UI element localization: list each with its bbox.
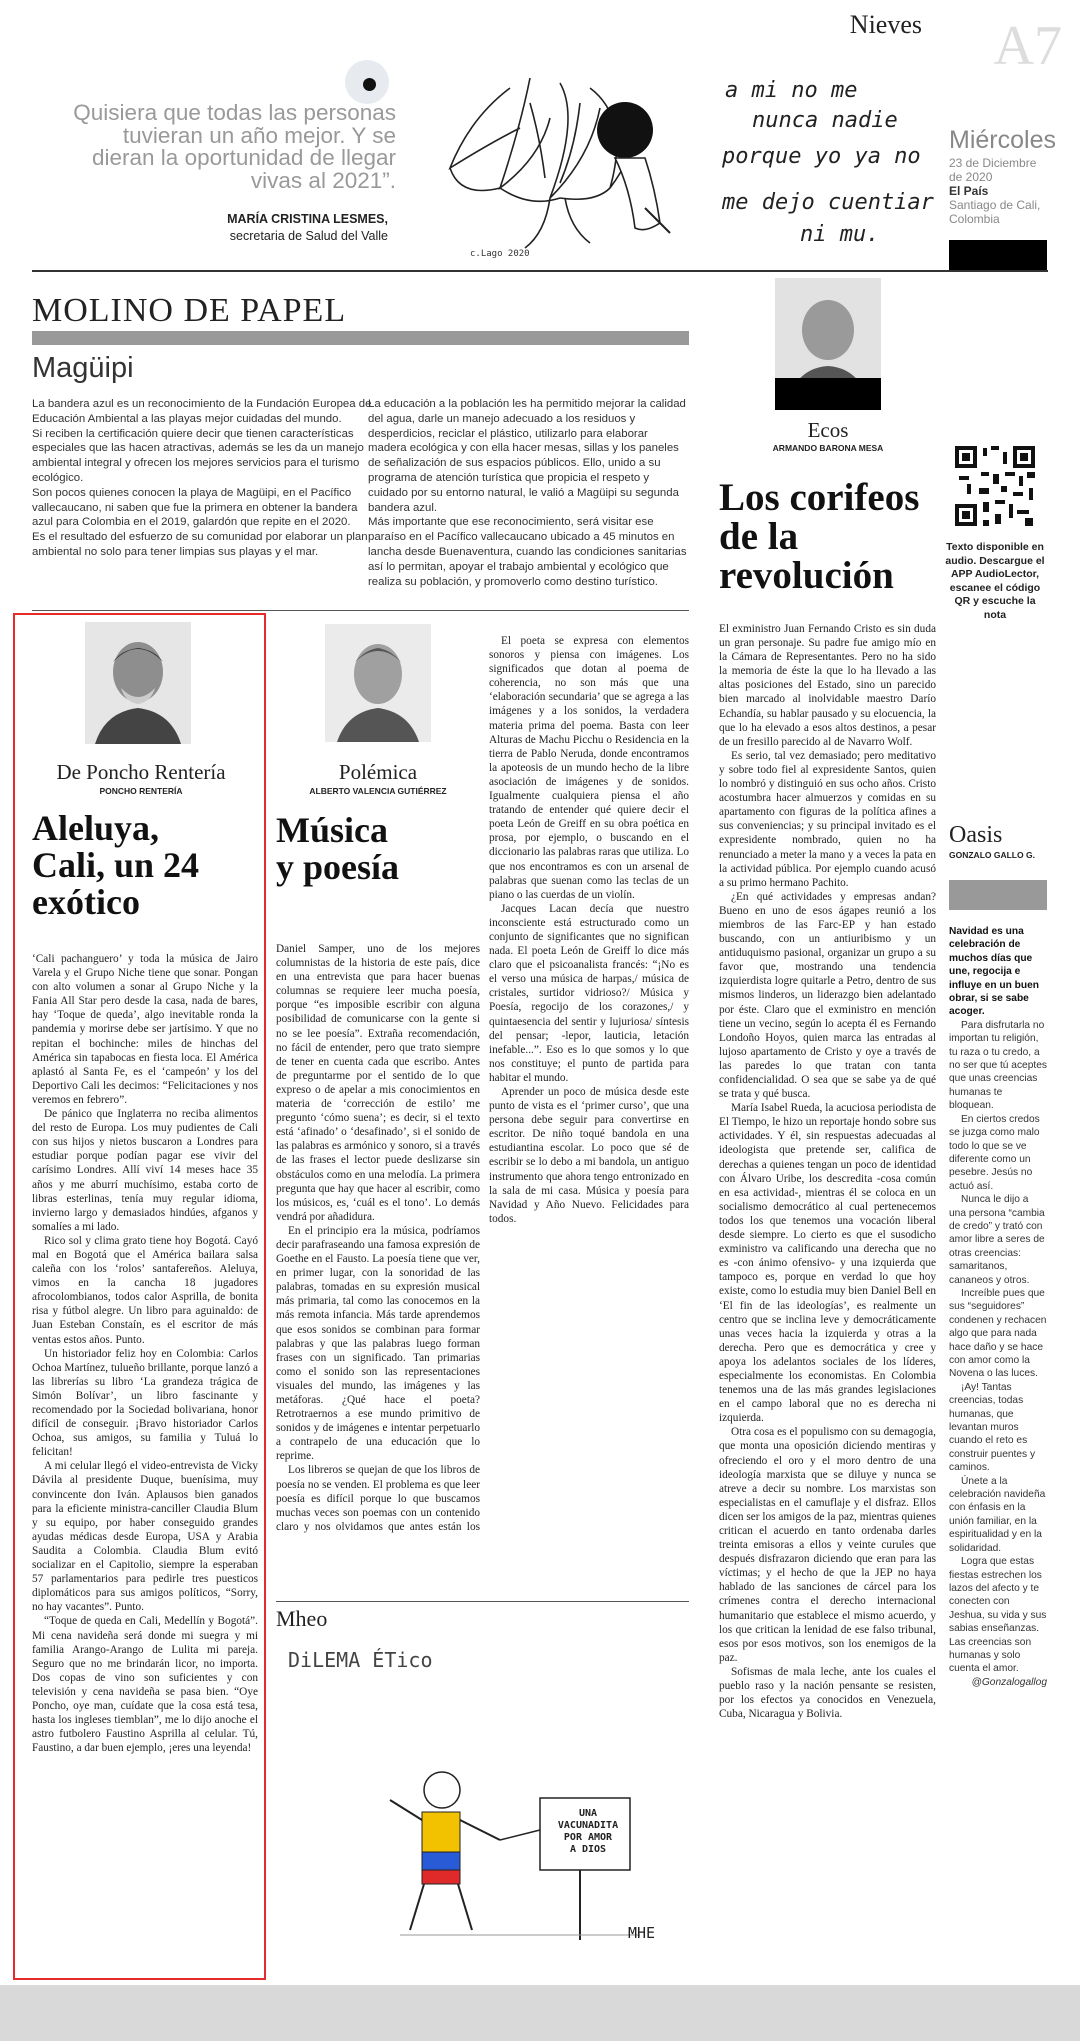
paragraph: Increíble pues que sus “seguidores” condenen y rechacen algo que para nada hace daño y se hace con amor como la Novena o las luces. [949, 1287, 1047, 1380]
cartoon-caption: nunca nadie [752, 108, 898, 133]
paragraph: La bandera azul es un reconocimiento de la Fundación Europea de Educación Ambiental a las playas mejor cuidadas del mundo. [32, 398, 372, 425]
paragraph: A mi celular llegó el video-entrevista de Vicky Dávila al presidente Duque, buenísima, muy convincente don Iván. Aplausos bien ganados para la eficiente ministra-canciller Claudia Blum y su equipo, por haber conseguido grandes ayudas médicas desde Europa, USA y Arabia Saudita a Colombia. Claudia Blum evitó socializar en el Capitolio, siempre la esperaban 57 parlamentarios para pedirle tres puesticos diplomáticos para sus amigos políticos, “Sorry, no hay vacantes”. Punto. [32, 1460, 258, 1614]
paragraph: Logra que estas fiestas estrechen los lazos del afecto y te conecten con Jeshua, su vida y sus sabias enseñanzas. Las creencias son humanas y solo cuenta el amor. [949, 1556, 1047, 1675]
paragraph: Más importante que ese reconocimiento, será visitar ese paraíso en el Pacífico vallecaucano ubicado a 45 minutos en lancha desde Buenaventura, cuando las condiciones sanitarias así lo permitan, apoyar el trabajo ambiental y ecológico que realiza su población, y promoverlo como destino turístico. [368, 516, 687, 588]
column-name: Polémica [338, 760, 418, 784]
paragraph: El poeta se expresa con elementos sonoros y piensa con imágenes. Los significados que dotan al poema de coherencia, no son más que una ‘elaboración secundaria’ que se agrega a las imágenes y a los sonidos, la verdadera materia prima del poema. Basta con leer Alturas de Machu Picchu o Residencia en la tierra de Pablo Neruda, donde encontramos la apoteosis de un mundo hecho de la libre asociación de imágenes y de sonidos. Igualmente cualquiera piensa el año tratando de entender qué quiere decir el poeta León de Greiff en su obra poética en prosa, por ejemplo, o buscando en el diccionario las palabras raras que utiliza. Lo que nos encontramos es con un arsenal de palabras que suenan como las teclas de un piano o las cuerdas de un violín. [489, 635, 689, 901]
date-line: de 2020 [949, 170, 993, 184]
headline-line: Cali, un 24 [32, 845, 200, 885]
page-number: A7 [993, 15, 1062, 77]
cartoon-caption: me dejo cuentiar [722, 190, 934, 215]
paragraph: Aprender un poco de música desde este punto de vista es el ‘primer curso’, que una persona debe seguir para convertirse en escritor. De niño toqué bandola en una estudiantina escolar. Lo poco que sé de escribir se lo debo a mi bandola, un antiguo instrumento que ahora tengo entronizado en la sala de mi casa. Música y poesía para Navidad y Año Nuevo. Felicidades para todos. [489, 1086, 689, 1225]
article-body [719, 622, 936, 1721]
headline [719, 478, 949, 595]
paragraph: Rico sol y clima grato tiene hoy Bogotá. Cayó mal en Bogotá que el América bailara salsa caleña con los ‘rolos’ santafereños. Aleluya, vimos en la cancha 18 jugadores afrocolombianos, todos calor Asprilla, de bonita risa y fútbol alegre. Un libro para aguinaldo: de Juan Esteban Constaín, es el escritor de más ventas estos años. Punto. [32, 1234, 258, 1346]
paragraph: El exministro Juan Fernando Cristo es sin duda un gran personaje. Su padre fue amigo mío en la Cámara de Representantes. Pero no ha sido la memoria de éste la que lo ha llevado a las altas posiciones del Estado, sino un parecido bien marcado al inolvidable maestro Darío Echandía, su hablar pausado y su elocuencia, la que lo ha elevado a esos altos destinos, a pesar de un fresillo parecido al de Navarro Wolf. [719, 623, 936, 748]
headline-line: Aleluya, [32, 808, 160, 848]
quote-line: dieran la oportunidad de llegar [92, 145, 396, 170]
sign-line: VACUNADITA [557, 1820, 619, 1831]
column-author: GONZALO GALLO G. [949, 850, 1035, 860]
paragraph: “Toque de queda en Cali, Medellín y Bogotá”. Mi cena navideña será donde mi suegra y mi familia Arango-Arango de Lulita mi pareja. Seguro que no me brindarán licor, no importa. Dos copas de vino son suficientes y con televisión y cena navideña se pasa bien. “Oye Poncho, oye man, cuídate que la cosa está tesa, hasta los ingleses tiemblan”, me lo dijo anoche el astro futbolero Faustino Asprilla al celular. Tú, Faustino, a dar buen ejemplo, ¡eres una leyenda! [32, 1615, 258, 1755]
quote-line: vivas al 2021”. [250, 167, 396, 193]
date-weekday: Miércoles [949, 126, 1056, 154]
paragraph: Es el resultado del esfuerzo de su comunidad por elaborar un plan ambiental no solo para tener limpias sus playas y el mar. [32, 531, 368, 558]
cartoon-signature: MHE [628, 1924, 656, 1942]
section-name: Nieves [849, 10, 922, 39]
city-line: Colombia [949, 212, 1000, 226]
page-footer [0, 1985, 1080, 2041]
paragraph: Daniel Samper, uno de los mejores columnistas de la historia de este país, dice en una entrevista que para hacer buenas columnas se requiere leer mucha poesía, porque “es imposible escribir con alguna posibilidad de comunicarse con la gente si no se lee poesía”. Extraña recomendación, no fácil de entender, pero que trato siempre de tener en cuenta cada que escribo. Antes de preguntarme por el sentido de lo que expreso o de apelar a mis conocimientos en materia de ‘corrección de estilo’ me pregunto ‘cómo suena’; es decir, si el texto está ‘afinado’ o ‘desafinado’, si el sonido de las palabras es armónico y sonoro, si a través de las frases el lector puede deslizarse sin obstáculos como en una melodía. La primera pregunta que hay que hacer al escribir, como los músicos, es, ‘cuál es el tono’. Lo demás vendrá por añadidura. [276, 943, 480, 1223]
paragraph: En ciertos credos se juzga como malo todo lo que se ve diferente como un pesebre. Jesús no actuó así. [949, 1113, 1040, 1192]
author-photo [325, 624, 431, 742]
cartoon-signature: c.Lago 2020 [470, 249, 530, 259]
cartoon-caption: a mi no me [725, 78, 858, 103]
cartoon-sign [548, 1808, 628, 1856]
molino-subtitle: Magüipi [32, 352, 134, 384]
headline-line: revolución [719, 554, 894, 597]
column-author: ALBERTO VALENCIA GUTIÉRREZ [309, 786, 447, 796]
oasis-lead: Navidad es una celebración de muchos días que une, regocija e influye en un buen obrar, si se sabe acoger. [949, 926, 1039, 1018]
paragraph: ¡Ay! Tantas creencias, todas humanas, que levantan muros cuando el reto es construir puentes y caminos. [949, 1381, 1036, 1474]
paragraph: ¿En qué actividades y empresas andan? Bueno en uno de esos ágapes reunió a los miembros de las Farc-EP y han estado buscando, con un antiuribismo y un antiduquismo pasional, organizar un grupo a su favor que, mostrando una tendencia izquierdista logre quitarle a Petro, dentro de sus mismos linderos, un liderazgo bien adelantado por éste. Claro que el exministro en mención tiene un vecino, según lo acepta él es Fernando Londoño Hoyos, quien marca las entradas al lujoso apartamento de Cristo y oye a través de las paredes lo que tratan con tanta confidencialidad. O sea que se sabe ya de qué se trata y qué busca. [719, 890, 936, 1101]
headline [276, 812, 488, 886]
cartoon-caption: porque yo ya no [722, 144, 921, 169]
article-body-part1 [276, 942, 480, 1533]
paragraph: Únete a la celebración navideña con énfasis en la unión familiar, en la espiritualidad y en la solidaridad. [949, 1475, 1046, 1554]
cartoon-label: DiLEMA ÉTico [288, 1648, 433, 1672]
date-line: 23 de Diciembre [949, 156, 1037, 170]
oasis-body [949, 925, 1047, 1689]
sign-line: POR AMOR [563, 1832, 613, 1843]
pull-quote [20, 102, 396, 192]
sign-line: UNA [578, 1808, 598, 1819]
paragraph: Un historiador feliz hoy en Colombia: Carlos Ochoa Martínez, tulueño brillante, porque lanzó a las librerías su libro ‘La grandeza trágica de Simón Bolívar’, un libro fascinante y recomendado por la Sociedad bolivariana, honor difícil de conseguir. ¡Bravo historiador Carlos Ochoa, sus amigos, su familia y Tuluá lo felicitan! [32, 1347, 258, 1459]
paper-name: El País [949, 184, 989, 198]
paragraph: Son pocos quienes conocen la playa de Magüipi, en el Pacífico vallecaucano, ni saben que fue la primera en obtener la bandera azul para Colombia en el 2019, galardón que repite en el 2020. [32, 486, 358, 529]
molino-title: MOLINO DE PAPEL [32, 292, 347, 329]
headline-line: exótico [32, 882, 140, 922]
column-name: Ecos [807, 418, 849, 442]
author-photo [85, 622, 191, 744]
headline-line: Los corifeos [719, 476, 920, 519]
paragraph: Otra cosa es el populismo con su demagogia, que monta una oposición diciendo mentiras y ofreciendo el oro y el moro dentro de una ideología marxista que se diluye y nunca se atreve a decir su nombre. Los marxistas son especialistas en el camuflaje y el disfraz. Ellos dicen ser los amigos de la paz, mientras quienes critican el acuerdo en tanto ordenaba darles treinta emisoras a ellos y veinte curules que después disfrazaron diciendo que eran para las víctimas; y el hecho de que la JEP no haya hablado de las sanciones de cárcel para los crímenes contra el derecho internacional humanitario que establece el mismo acuerdo, y los que critican la lenidad de ese falso tribunal, esos por esos motivos, son los enemigos de la paz. [719, 1426, 936, 1664]
qr-code-icon[interactable] [953, 444, 1037, 528]
molino-left-text [32, 397, 374, 560]
divider [276, 1601, 689, 1602]
column-author: PONCHO RENTERÍA [99, 786, 183, 796]
quote-mark [363, 78, 376, 91]
paragraph: Nunca le dijo a una persona “cambia de credo” y trató con amor libre a seres de otras creencias: samaritanos, cananeos y otros. [949, 1194, 1045, 1286]
paragraph: Los libreros se quejan de que los libros de poesía no se venden. El problema es que leer poesía es difícil porque lo que buscamos muchas veces son poemas con un contenido claro y nos olvidamos que antes están los [276, 1464, 480, 1533]
quote-line: tuvieran un año mejor. Y se [122, 122, 396, 148]
cartoon-title: Mheo [276, 1606, 328, 1631]
article-body [32, 952, 258, 1755]
headline-line: de la [719, 515, 799, 558]
photo-band [775, 378, 881, 410]
gray-rule [32, 331, 689, 345]
black-bar [949, 240, 1047, 270]
sign-line: A DIOS [569, 1844, 607, 1855]
headline [32, 810, 264, 921]
divider [32, 610, 689, 611]
paragraph: María Isabel Rueda, la acuciosa periodista de El Tiempo, le hizo un reportaje hondo sobre sus actividades. Y él, sin respuestas adecuadas al ideologista que pretende ser, califica de derechas a quienes tengan un poco de identidad con Álvaro Uribe, los descredita -cosa común en esa actividad-, mientras él se coloca en un socialismo democrático al cual pertenecemos todos los que tenemos una vocación liberal desde siempre. Lo cierto es que el susodicho exministro va calificando una derecha que no es -con ánimo ofensivo- y una izquierda que tampoco es, porque en verdad lo que hoy existe, como lo estudia muy bien Daniel Bell en ‘El fin de las ideologías’, es realmente un centro que se inclina leve y democráticamente unas veces hacia la izquierda y otras a la derecha. Pero que es democrática y cree y apoya los adelantos sociales de los líderes, especialmente los economistas. En Colombia tenemos una de las más grandes legislaciones en el campo laboral que no es derecha ni izquierda. [719, 1102, 936, 1425]
paragraph: Para disfrutarla no importan tu religión, tu raza o tu credo, a no ser que tú aceptes que unas creencias humanas te bloquean. [949, 1019, 1047, 1112]
paragraph: Sofismas de mala leche, ante los cuales el pueblo raso y la nación pensante se resisten, por los efectos ya conocidos en Venezuela, Cuba, Nicaragua y Bolivia. [719, 1665, 936, 1721]
paragraph: Jacques Lacan decía que nuestro inconsciente está estructurado como un conjunto de significantes que no significan nada. El poeta León de Greiff lo dice más claro que el psicoanalista francés: “¡No es el verso una música de harpas,/ música de cristales, surtidor vidrioso?/ Música y Poesía, regocijo de los corazones,/ y quintaesencia del sentir y lujuriosa/ síntesis del pensar; -lepor, lauticia, letación inefable...”. Eso es lo que somos y lo que nos constituye; el punto de partida para habitar el mundo. [489, 902, 689, 1084]
paragraph: Si reciben la certificación quiere decir que tienen características especiales que las hacen atractivas, además se les da un manejo ambiental integral y ofrecen los mejores servicios para el turismo ecológico. [32, 427, 364, 484]
headline-line: Música [276, 810, 388, 850]
author-handle: @Gonzalogallog [971, 1676, 1047, 1688]
molino-right-text [368, 397, 688, 589]
headline-line: y poesía [276, 847, 400, 887]
quote-line: Quisiera que todas las personas [73, 100, 396, 125]
gray-block [949, 880, 1047, 910]
paragraph: ‘Cali pachanguero’ y toda la música de Jairo Varela y el Grupo Niche tiene que sonar. Pongan con alto volumen a sonar al Grupo Niche y la Fania All Star pero desde la casa, nada de bares, hay ‘Toque de queda’, algo inevitable ronda la pandemia y morirse debe ser jartísimo. Y que no repitan el bochinche: miles de hinchas del América sin tapabocas en fiesta loca. El América aplastó al Santa Fe, es el ‘campeón’ y los del Deportivo Cali les decimos: “Felicitaciones y nos veremos en febrero”. [32, 953, 258, 1106]
article-body-part2 [489, 634, 689, 1226]
column-name: Oasis [949, 822, 1003, 848]
column-author: ARMANDO BARONA MESA [772, 443, 884, 453]
quote-role: secretaria de Salud del Valle [229, 229, 388, 243]
paragraph: La educación a la población les ha permitido mejorar la calidad del agua, darle un manejo adecuado a los residuos y desperdicios, reciclar el plástico, utilizarlo para elaborar madera ecológica y con ella hacer mesas, sillas y los paneles de señalización de sus espacios públicos. Ello, unido a su programa de atención turística que propicia el respeto y cuidado por su entorno natural, le valió a Magüipi su segunda bandera azul. [368, 398, 686, 514]
column-name: De Poncho Rentería [56, 760, 226, 784]
paragraph: En el principio era la música, podríamos decir parafraseando una famosa expresión de Goethe en el Fausto. La poesía tiene que ver, en primer lugar, con la sonoridad de las palabras, tomadas en su expresión musical más primaria, tal como las conocemos en la más remota infancia. Más tarde aprendemos que esos sonidos se combinan para formar palabras y que las palabras luego forman frases con un significado. Tan primarias como el sonido son las representaciones visuales del mundo, las imágenes y las metáforas. ¿Qué hace el poeta? Retrotraernos a ese mundo primitivo de sonidos y de imágenes e intentar perpetuarlo a contrapelo de una educación que lo reprime. [276, 1224, 480, 1463]
qr-instructions: Texto disponible en audio. Descargue el APP AudioLector, escanee el código QR y escuche la nota [945, 541, 1045, 621]
cartoon-caption: ni mu. [800, 222, 880, 247]
city-line: Santiago de Cali, [949, 198, 1041, 212]
paragraph: De pánico que Inglaterra no reciba alimentos del resto de Europa. Los muy pudientes de Cali con sus hijos y nietos buscaron a Londres para estudiar porque podían pagar ese vivir del carísimo Londres. Allí viví 14 meses hace 35 años y me aburrí muchísimo, estaba corto de libras esterlinas, tenía muy regular idioma, invierno largo y demasiados hindúes, afganos y somalíes a mi lado. [32, 1108, 258, 1233]
divider [32, 270, 1048, 272]
quote-author: MARÍA CRISTINA LESMES, [227, 212, 388, 226]
paragraph: Es serio, tal vez demasiado; pero meditativo y sobre todo fiel al expresidente Santos, quien lo nombró y distinguió en sus ocho años. Cristo acostumbra hacer almuerzos y comidas en su apartamento con figuras de la política afines a sus conveniencias; y su principal invitado es el expresidente nombrado, quien no ha renunciado a meter la mano y a veces la pata en la actividad pública. Por ejemplo cuando acusó a su primo hermano Pachito. [719, 749, 936, 889]
